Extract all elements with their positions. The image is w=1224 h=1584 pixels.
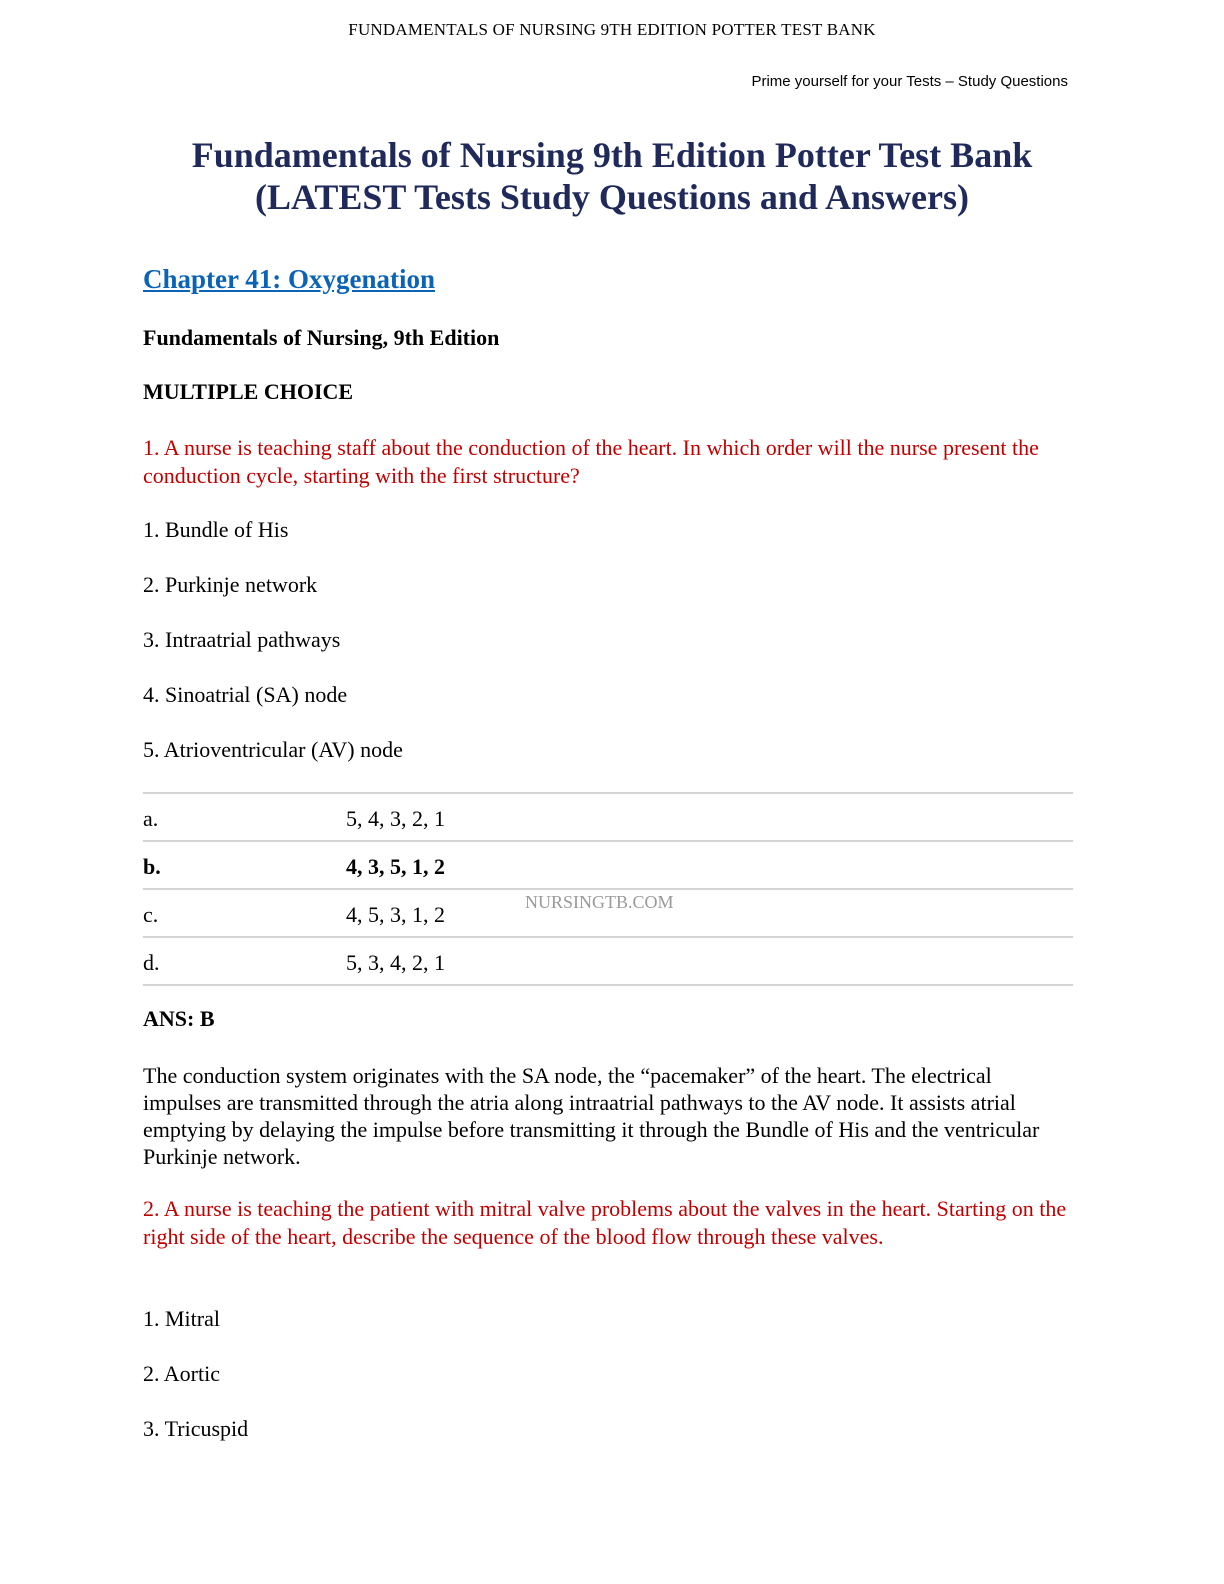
question-2-text: 2. A nurse is teaching the patient with mitral valve problems about the valves in the heart. Starting on the right side of the heart, describe the sequence of the blood flow through these valves. bbox=[143, 1196, 1067, 1249]
question-1-item: 5. Atrioventricular (AV) node bbox=[143, 737, 403, 762]
choice-row-b-correct bbox=[143, 840, 1073, 888]
choice-row-d bbox=[143, 936, 1073, 986]
question-2-item: 1. Mitral bbox=[143, 1306, 220, 1331]
chapter-heading-link[interactable]: Chapter 41: Oxygenation bbox=[143, 264, 436, 294]
choice-value: 5, 3, 4, 2, 1 bbox=[346, 950, 445, 975]
choice-value: 5, 4, 3, 2, 1 bbox=[346, 806, 445, 831]
choice-letter: b. bbox=[143, 854, 161, 879]
choice-letter: c. bbox=[143, 902, 159, 927]
rationale-paragraph: The conduction system originates with the SA node, the “pacemaker” of the heart. The electrical impulses are transmitted through the atria along intraatrial pathways to the AV node. It assists atrial emptying by delaying the impulse before transmitting it through the Bundle of His and the ventricular Purkinje network. bbox=[143, 1063, 1040, 1169]
choice-letter: a. bbox=[143, 806, 159, 831]
choice-value: 4, 5, 3, 1, 2 bbox=[346, 902, 445, 927]
running-header: FUNDAMENTALS OF NURSING 9TH EDITION POTTER TEST BANK bbox=[348, 20, 876, 39]
edition-label: Fundamentals of Nursing, 9th Edition bbox=[143, 325, 500, 350]
question-1-text: 1. A nurse is teaching staff about the conduction of the heart. In which order will the nurse present the conduction cycle, starting with the first structure? bbox=[143, 435, 1039, 488]
question-1-item: 1. Bundle of His bbox=[143, 517, 289, 542]
choice-value: 4, 3, 5, 1, 2 bbox=[346, 854, 445, 879]
choice-letter: d. bbox=[143, 950, 160, 975]
section-label: MULTIPLE CHOICE bbox=[143, 379, 354, 404]
question-1-item: 4. Sinoatrial (SA) node bbox=[143, 682, 348, 707]
title-line-1: Fundamentals of Nursing 9th Edition Potter Test Bank bbox=[191, 135, 1033, 175]
document-title bbox=[0, 134, 1224, 218]
question-2-item: 2. Aortic bbox=[143, 1361, 220, 1386]
answer-label: ANS: B bbox=[143, 1006, 215, 1031]
question-1-item: 2. Purkinje network bbox=[143, 572, 318, 597]
question-2-item: 3. Tricuspid bbox=[143, 1416, 249, 1441]
title-line-2: (LATEST Tests Study Questions and Answers) bbox=[255, 177, 969, 217]
tagline: Prime yourself for your Tests – Study Questions bbox=[751, 73, 1068, 90]
choice-row-a bbox=[143, 792, 1073, 840]
question-1-item: 3. Intraatrial pathways bbox=[143, 627, 341, 652]
watermark: NURSINGTB.COM bbox=[525, 892, 674, 912]
answer-choices-table bbox=[143, 792, 1073, 986]
